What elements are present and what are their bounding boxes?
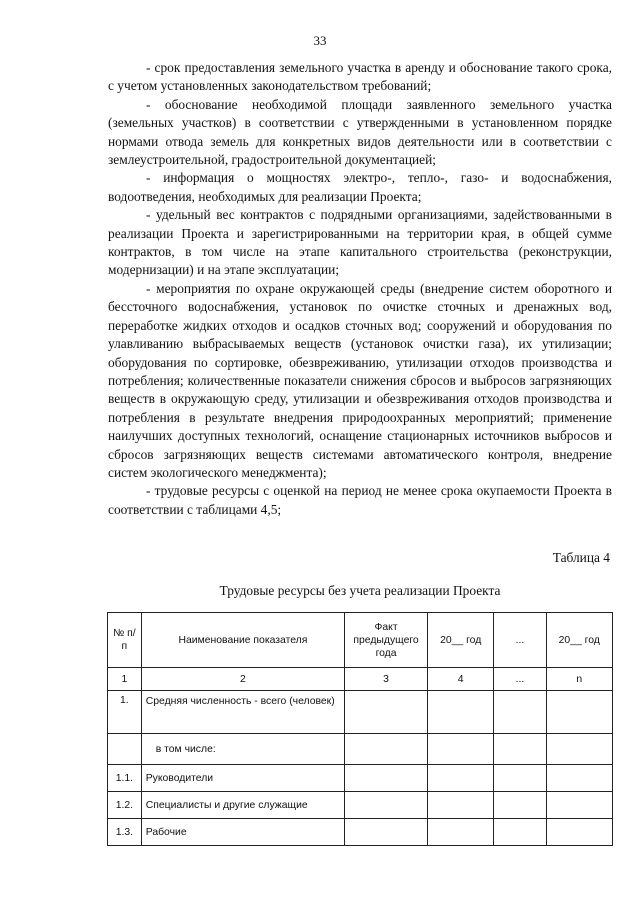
index-cell: 3 — [345, 668, 428, 691]
paragraph-land-area: - обоснование необходимой площади заявленного земельного участка (земельных участков) в соответствии с утвержденными в установленном порядке нормами отвода земель для конкретных видов деятельности или в соответствии с землеустроительной, градостроительной документацией; — [108, 96, 612, 168]
value-cell — [345, 691, 428, 734]
index-cell: 1 — [108, 668, 142, 691]
header-year-1: 20__ год — [427, 613, 493, 668]
table-row — [108, 819, 613, 846]
value-cell — [345, 792, 428, 819]
paragraph-land-lease-term: - срок предоставления земельного участка в аренду и обоснование такого срока, с учетом установленных законодательством требований; — [108, 60, 612, 94]
table-row — [108, 792, 613, 819]
table-row — [108, 691, 613, 734]
header-year-n: 20__ год — [546, 613, 612, 668]
value-cell — [427, 734, 493, 765]
table-label: Таблица 4 — [552, 550, 610, 565]
row-number: 1.1. — [108, 765, 142, 792]
value-cell — [427, 691, 493, 734]
value-cell — [427, 819, 493, 846]
header-name: Наименование показателя — [141, 613, 344, 668]
header-fact: Факт предыдущего года — [345, 613, 428, 668]
paragraph-contracts-share: - удельный вес контрактов с подрядными организациями, задействованными в реализации Проекта и зарегистрированными на территории края, в общей сумме контрактов, в том числе на этапе капитального строительства (реконструкции, модернизации) и на этапе эксплуатации; — [108, 207, 612, 278]
value-cell — [345, 734, 428, 765]
value-cell — [546, 691, 612, 734]
index-cell: 2 — [141, 668, 344, 691]
row-number: 1. — [108, 691, 142, 734]
table-row — [108, 765, 613, 792]
row-name: в том числе: — [141, 734, 344, 765]
paragraph-environment: - мероприятия по охране окружающей среды (внедрение систем оборотного и бессточного водоснабжения, установок по очистке сточных и дренажных вод, переработке жидких отходов и осадков сточных вод; сооружений и оборудования по улавливанию выбрасываемых веществ (установок очистки газа), их утилизации; оборудования по сортировке, обезвреживанию, утилизации отходов производства и потребления; количественные показатели снижения сбросов и выбросов загрязняющих веществ в окружающую среду, утилизации и обезвреживания отходов производства и потребления в результате внедрения природоохранных мероприятий; применение наилучших доступных технологий, оснащение стационарных источников выбросов и сбросов загрязняющих веществ системами автоматического контроля, внедрение систем экологического менеджмента); — [108, 280, 612, 480]
header-dots: ... — [494, 613, 546, 668]
table-title: Трудовые ресурсы без учета реализации Проекта — [219, 583, 501, 598]
value-cell — [494, 691, 546, 734]
paragraph-utility-capacity: - информация о мощностях электро-, тепло-, газо- и водоснабжения, водоотведения, необходимых для реализации Проекта; — [108, 170, 612, 204]
row-name: Специалисты и другие служащие — [141, 792, 344, 819]
index-cell: n — [546, 668, 612, 691]
value-cell — [427, 765, 493, 792]
value-cell — [494, 792, 546, 819]
index-cell: ... — [494, 668, 546, 691]
value-cell — [494, 819, 546, 846]
row-name: Руководители — [141, 765, 344, 792]
labor-resources-table — [107, 612, 613, 846]
row-name: Рабочие — [141, 819, 344, 846]
table-index-row — [108, 668, 613, 691]
row-number — [108, 734, 142, 765]
value-cell — [494, 734, 546, 765]
paragraph-labor-resources: - трудовые ресурсы с оценкой на период не менее срока окупаемости Проекта в соответствии с таблицами 4,5; — [108, 483, 612, 517]
row-number: 1.3. — [108, 819, 142, 846]
value-cell — [494, 765, 546, 792]
row-name: Средняя численность - всего (человек) — [141, 691, 344, 734]
index-cell: 4 — [427, 668, 493, 691]
body-text — [108, 59, 612, 519]
table-header-row — [108, 613, 613, 668]
row-number: 1.2. — [108, 792, 142, 819]
value-cell — [345, 765, 428, 792]
value-cell — [546, 765, 612, 792]
value-cell — [427, 792, 493, 819]
value-cell — [546, 819, 612, 846]
header-num: № п/п — [108, 613, 142, 668]
page-number: 33 — [313, 33, 327, 48]
table-row — [108, 734, 613, 765]
value-cell — [345, 819, 428, 846]
value-cell — [546, 734, 612, 765]
value-cell — [546, 792, 612, 819]
